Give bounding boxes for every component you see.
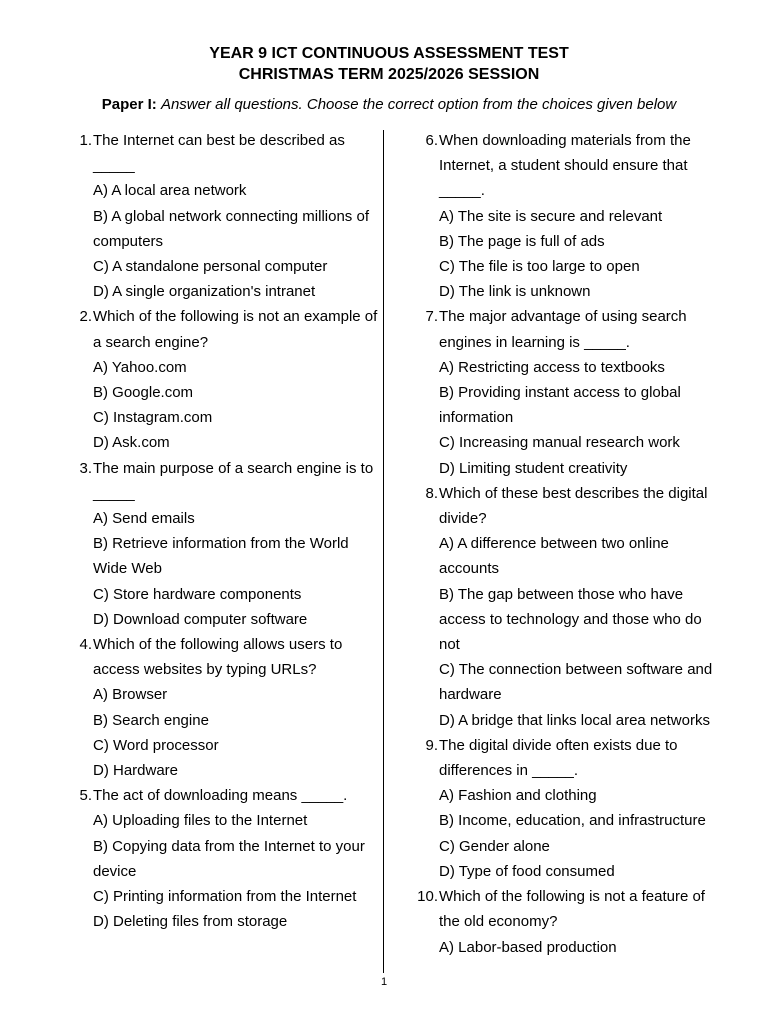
questions-column-right — [408, 128, 726, 960]
answer-option: B) Providing instant access to global information — [439, 384, 681, 427]
answer-option: B) Income, education, and infrastructure — [439, 812, 706, 830]
page-number: 1 — [380, 976, 388, 988]
question-text: Which of the following is not a feature of the old economy? — [439, 888, 705, 931]
question-item — [408, 481, 726, 733]
question-number: 8. — [425, 484, 438, 502]
question-number: 3. — [79, 459, 92, 477]
answer-option: C) The connection between software and hardware — [439, 661, 713, 704]
question-number: 7. — [425, 308, 438, 326]
question-number: 5. — [79, 787, 92, 805]
question-text: The main purpose of a search engine is to _____ — [93, 459, 374, 502]
question-text: The digital divide often exists due to differences in _____. — [439, 736, 678, 780]
answer-option: B) A global network connecting millions of computers — [93, 207, 369, 250]
instructions — [0, 95, 768, 115]
question-text: Which of the following allows users to access websites by typing URLs? — [93, 636, 343, 679]
answer-option: D) Download computer software — [93, 610, 308, 628]
question-number: 9. — [425, 736, 438, 754]
answer-option: C) Word processor — [93, 736, 219, 754]
answer-option: D) Limiting student creativity — [439, 459, 628, 477]
answer-option: D) Type of food consumed — [439, 862, 615, 880]
answer-option: C) Instagram.com — [93, 409, 213, 427]
answer-option: A) A local area network — [93, 182, 247, 200]
answer-option: A) Fashion and clothing — [439, 787, 597, 805]
answer-option: A) A difference between two online accounts — [439, 535, 669, 578]
question-number: 4. — [79, 636, 92, 654]
answer-option: B) Search engine — [93, 711, 209, 729]
answer-option: A) The site is secure and relevant — [439, 207, 663, 225]
answer-option: D) The link is unknown — [439, 283, 591, 301]
answer-option: C) Gender alone — [439, 837, 550, 855]
question-text: The Internet can best be described as _____ — [93, 132, 345, 175]
answer-option: B) Retrieve information from the World Wide Web — [93, 535, 349, 578]
question-item — [62, 632, 378, 783]
answer-option: D) Hardware — [93, 762, 179, 780]
question-item — [62, 128, 378, 304]
answer-option: D) A single organization's intranet — [93, 283, 316, 301]
test-title: YEAR 9 ICT CONTINUOUS ASSESSMENT TEST — [209, 45, 569, 62]
answer-option: A) Yahoo.com — [93, 358, 187, 376]
instruction-text: Answer all questions. Choose the correct option from the choices given below — [160, 96, 677, 113]
question-text: The major advantage of using search engines in learning is _____. — [439, 308, 687, 351]
answer-option: C) Increasing manual research work — [439, 434, 680, 452]
question-number: 6. — [425, 132, 438, 149]
answer-option: A) Browser — [93, 686, 168, 704]
question-text: When downloading materials from the Internet, a student should ensure that _____. — [439, 132, 691, 200]
answer-option: C) Printing information from the Internet — [93, 888, 357, 906]
answer-option: A) Uploading files to the Internet — [93, 812, 308, 830]
question-item — [408, 884, 726, 960]
question-item — [62, 783, 378, 934]
answer-option: C) The file is too large to open — [439, 258, 640, 276]
questions-column-left — [62, 128, 378, 935]
question-item — [62, 304, 378, 455]
question-item — [62, 456, 378, 632]
answer-option: D) Deleting files from storage — [93, 913, 288, 931]
answer-option: B) Google.com — [93, 384, 194, 402]
question-item — [408, 128, 726, 304]
answer-option: A) Send emails — [93, 510, 195, 528]
question-text: The act of downloading means _____. — [93, 787, 348, 805]
answer-option: A) Restricting access to textbooks — [439, 358, 665, 376]
answer-option: B) Copying data from the Internet to your device — [93, 837, 365, 880]
question-text: Which of the following is not an example of a search engine? — [93, 308, 378, 351]
answer-option: D) A bridge that links local area networks — [439, 711, 710, 729]
question-text: Which of these best describes the digital divide? — [439, 484, 708, 528]
answer-option: D) Ask.com — [93, 434, 170, 452]
question-item — [408, 733, 726, 884]
answer-option: C) A standalone personal computer — [93, 258, 328, 276]
question-number: 1. — [79, 132, 92, 149]
answer-option: A) Labor-based production — [439, 938, 617, 956]
question-item — [408, 304, 726, 480]
answer-option: C) Store hardware components — [93, 585, 302, 603]
term-session-title: CHRISTMAS TERM 2025/2026 SESSION — [238, 66, 540, 83]
answer-option: B) The gap between those who have access to technology and those who do not — [439, 585, 702, 654]
question-number: 2. — [79, 308, 92, 326]
question-number: 10. — [417, 888, 438, 906]
answer-option: B) The page is full of ads — [439, 232, 605, 250]
column-divider — [383, 130, 384, 973]
paper-label: Paper I: — [101, 96, 157, 113]
